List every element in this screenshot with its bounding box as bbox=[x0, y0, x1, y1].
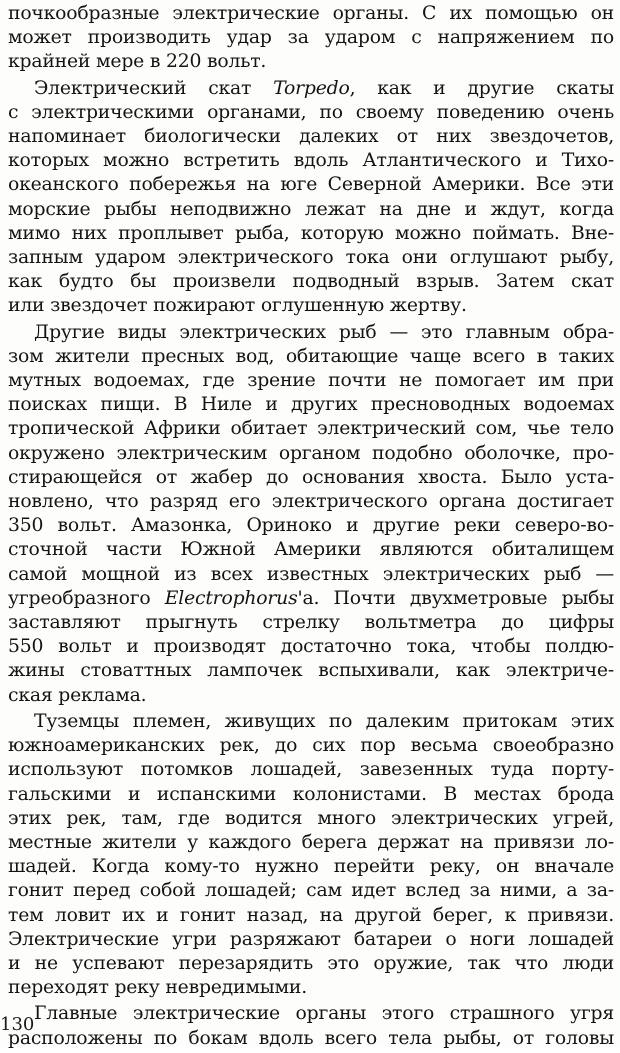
text-line: с электрическими органами, по своему поведению очень bbox=[8, 101, 614, 123]
text-line: напоминает биологически далеких от них звездочетов, bbox=[8, 126, 614, 148]
text-line: 350 вольт. Амазонка, Ориноко и другие реки северо-во- bbox=[8, 515, 614, 537]
text-line: 550 вольт и производят достаточно тока, чтобы полдю- bbox=[8, 636, 614, 658]
text-line: запным ударом электрического тока они оглушают рыбу, bbox=[8, 247, 614, 269]
text-line: самой мощной из всех известных электрических рыб — bbox=[8, 563, 614, 585]
text-line: как будто бы произвели подводный взрыв. Затем скат bbox=[8, 271, 614, 293]
text-line: новлено, что разряд его электрического органа достигает bbox=[8, 491, 614, 513]
text-line: Туземцы племен, живущих по далеким притокам этих bbox=[34, 710, 614, 732]
text-line: используют потомков лошадей, завезенных туда порту- bbox=[8, 759, 614, 781]
text-line: Электрический скат Torpedo, как и другие скаты bbox=[34, 77, 614, 99]
text-line: гонит перед собой лошадей; сам идет вслед за ними, а за- bbox=[8, 880, 614, 902]
paragraph bbox=[8, 710, 614, 1000]
body-text bbox=[8, 2, 614, 1053]
text-line: мимо них проплывет рыба, которую можно поймать. Вне- bbox=[8, 222, 614, 244]
text-line: Электрические угри разряжают батареи о ноги лошадей bbox=[8, 928, 614, 950]
text-line: зом жители пресных вод, обитающие чаще всего в таких bbox=[8, 345, 614, 367]
paragraph bbox=[8, 1002, 614, 1050]
text-line: тем ловит их и гонит назад, на другой берег, к привязи. bbox=[8, 904, 614, 926]
text-line: угреобразного Electrophorus'а. Почти двухметровые рыбы bbox=[8, 587, 615, 609]
text-line: окружено электрическим органом подобно оболочке, про- bbox=[8, 442, 614, 464]
text-line: крайней мере в 220 вольт. bbox=[8, 51, 267, 73]
text-line: океанского побережья на юге Северной Америки. Все эти bbox=[8, 174, 614, 196]
page-number: 130 bbox=[0, 1014, 35, 1035]
text-line: которых можно встретить вдоль Атлантического и Тихо- bbox=[8, 150, 614, 172]
text-line: переходят реку невредимыми. bbox=[8, 977, 308, 999]
text-line: расположены по бокам вдоль всего тела рыбы, от головы bbox=[8, 1027, 614, 1049]
text-line: Другие виды электрических рыб — это главным обра- bbox=[34, 321, 614, 343]
text-line: заставляют прыгнуть стрелку вольтметра до цифры bbox=[8, 612, 614, 634]
paragraph bbox=[8, 2, 614, 75]
text-line: может производить удар за ударом с напряжением по bbox=[8, 27, 614, 49]
text-line: Главные электрические органы этого страшного угря bbox=[34, 1003, 614, 1025]
text-line: ская реклама. bbox=[8, 684, 147, 706]
text-line: гальскими и испанскими колонистами. В местах брода bbox=[8, 783, 614, 805]
text-line: стирающейся от жабер до основания хвоста. Было уста- bbox=[8, 466, 614, 488]
text-line: мутных водоемах, где зрение почти не помогает им при bbox=[8, 370, 614, 392]
paragraph bbox=[8, 321, 614, 708]
text-line: поисках пищи. В Ниле и других пресноводных водоемах bbox=[8, 394, 614, 416]
text-line: жины стоваттных лампочек вспыхивали, как электриче- bbox=[8, 660, 614, 682]
text-line: или звездочет пожирают оглушенную жертву. bbox=[8, 295, 467, 317]
text-line: почкообразные электрические органы. С их помощью он bbox=[8, 3, 614, 24]
text-line: и не успевают перезарядить это оружие, так что люди bbox=[8, 952, 614, 974]
text-line: морские рыбы неподвижно лежат на дне и ждут, когда bbox=[8, 198, 614, 220]
text-line: южноамериканских рек, до сих пор весьма своеобразно bbox=[8, 735, 614, 757]
paragraph bbox=[8, 77, 614, 319]
text-line: шадей. Когда кому-то нужно перейти реку, он вначале bbox=[8, 856, 614, 878]
text-line: сточной части Южной Америки являются обиталищем bbox=[8, 539, 614, 561]
text-line: тропической Африки обитает электрический сом, чье тело bbox=[8, 418, 614, 440]
text-line: этих рек, там, где водится много электрических угрей, bbox=[8, 807, 614, 829]
text-line: местные жители у каждого берега держат на привязи ло- bbox=[8, 831, 614, 853]
